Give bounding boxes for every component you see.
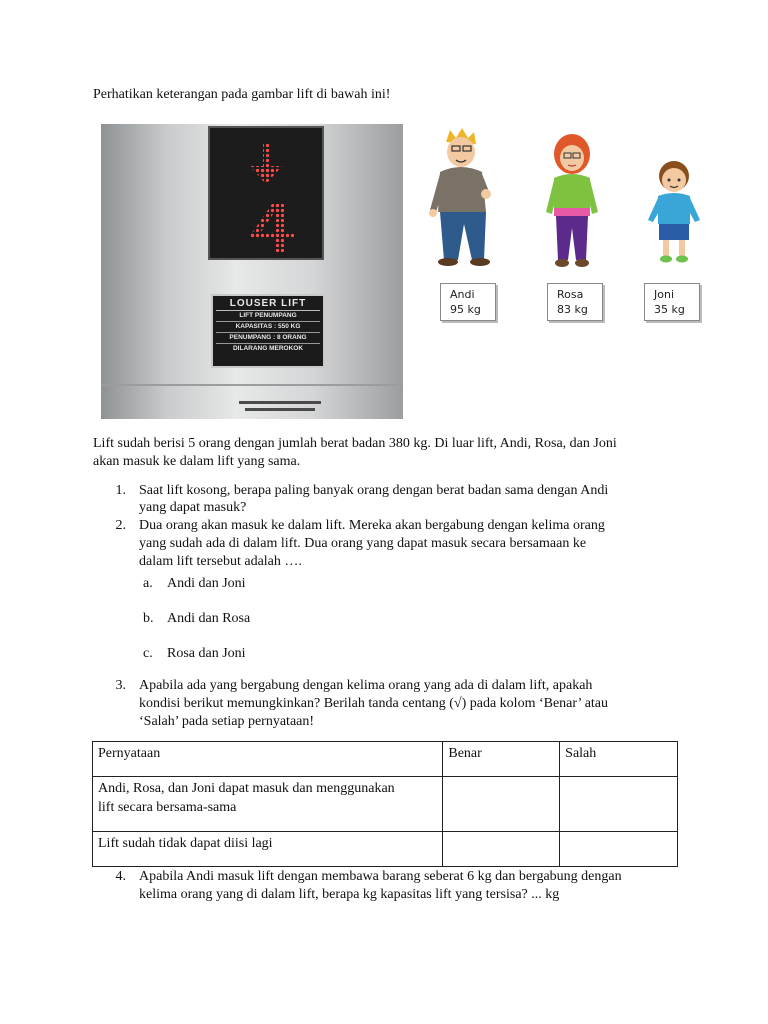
question-number: 2. bbox=[115, 518, 126, 533]
floor-digit-4 bbox=[250, 204, 294, 252]
option-b: Andi dan Rosa bbox=[167, 611, 251, 626]
table-header-row bbox=[93, 742, 678, 777]
option-letter: c. bbox=[143, 646, 153, 661]
question-4-line: kelima orang yang di dalam lift, berapa kg kapasitas lift yang tersisa? ... kg bbox=[139, 887, 560, 902]
statement-line: Andi, Rosa, dan Joni dapat masuk dan menggunakan bbox=[98, 781, 395, 796]
table-row bbox=[93, 777, 678, 832]
plate-line: KAPASITAS : 550 KG bbox=[216, 322, 320, 333]
question-3-line: Apabila ada yang bergabung dengan kelima orang yang ada di dalam lift, apakah bbox=[139, 678, 593, 693]
intro-text: Perhatikan keterangan pada gambar lift di bawah ini! bbox=[93, 87, 391, 102]
question-3-line: ‘Salah’ pada setiap pernyataan! bbox=[139, 714, 315, 729]
option-a: Andi dan Joni bbox=[167, 576, 246, 591]
question-number: 3. bbox=[115, 678, 126, 693]
rosa-weight: 83 kg bbox=[557, 303, 588, 316]
question-4-line: Apabila Andi masuk lift dengan membawa barang seberat 6 kg dan bergabung dengan bbox=[139, 869, 622, 884]
andi-name: Andi bbox=[450, 288, 475, 301]
down-arrow-icon bbox=[250, 144, 282, 184]
plate-line: DILARANG MEROKOK bbox=[232, 345, 304, 352]
statement-line: Lift sudah tidak dapat diisi lagi bbox=[98, 836, 273, 851]
question-2-line: yang sudah ada di dalam lift. Dua orang yang dapat masuk secara bersamaan ke bbox=[139, 536, 587, 551]
rosa-label-box bbox=[547, 283, 603, 321]
plate-line: PENUMPANG : 8 ORANG bbox=[216, 333, 320, 344]
question-1-line: Saat lift kosong, berapa paling banyak orang dengan berat badan sama dengan Andi bbox=[139, 483, 609, 498]
statement-line: lift secara bersama-sama bbox=[98, 800, 237, 815]
option-letter: b. bbox=[143, 611, 154, 626]
andi-weight: 95 kg bbox=[450, 303, 481, 316]
question-number: 4. bbox=[115, 869, 126, 884]
andi-figure bbox=[428, 128, 500, 268]
benar-checkbox-cell[interactable] bbox=[443, 777, 560, 832]
header-pernyataan: Pernyataan bbox=[93, 742, 443, 777]
question-2-line: Dua orang akan masuk ke dalam lift. Mereka akan bergabung dengan kelima orang bbox=[139, 518, 605, 533]
lift-info-plate bbox=[211, 294, 325, 368]
statement-cell bbox=[93, 777, 443, 832]
joni-label-box bbox=[644, 283, 700, 321]
header-salah: Salah bbox=[560, 742, 678, 777]
plate-line: LOUSER LIFT bbox=[216, 298, 320, 311]
question-3-line: kondisi berikut memungkinkan? Berilah tanda centang (√) pada kolom ‘Benar’ atau bbox=[139, 696, 609, 711]
context-line: akan masuk ke dalam lift yang sama. bbox=[93, 454, 301, 469]
rosa-name: Rosa bbox=[557, 288, 584, 301]
rosa-figure bbox=[540, 132, 604, 272]
question-1-line: yang dapat masuk? bbox=[139, 500, 247, 515]
joni-weight: 35 kg bbox=[654, 303, 685, 316]
andi-label-box bbox=[440, 283, 496, 321]
table-row bbox=[93, 832, 678, 867]
statement-cell bbox=[93, 832, 443, 867]
lift-photo bbox=[101, 124, 403, 419]
salah-checkbox-cell[interactable] bbox=[560, 832, 678, 867]
joni-figure bbox=[644, 158, 704, 266]
benar-checkbox-cell[interactable] bbox=[443, 832, 560, 867]
question-2-line: dalam lift tersebut adalah …. bbox=[139, 554, 302, 569]
floor-indicator-display bbox=[208, 126, 324, 260]
question-number: 1. bbox=[115, 483, 126, 498]
option-c: Rosa dan Joni bbox=[167, 646, 246, 661]
statement-table bbox=[92, 741, 678, 867]
context-line: Lift sudah berisi 5 orang dengan jumlah berat badan 380 kg. Di luar lift, Andi, Rosa, dan Joni bbox=[93, 436, 617, 451]
option-letter: a. bbox=[143, 576, 153, 591]
header-benar: Benar bbox=[443, 742, 560, 777]
joni-name: Joni bbox=[654, 288, 675, 301]
plate-line: LIFT PENUMPANG bbox=[216, 311, 320, 322]
salah-checkbox-cell[interactable] bbox=[560, 777, 678, 832]
